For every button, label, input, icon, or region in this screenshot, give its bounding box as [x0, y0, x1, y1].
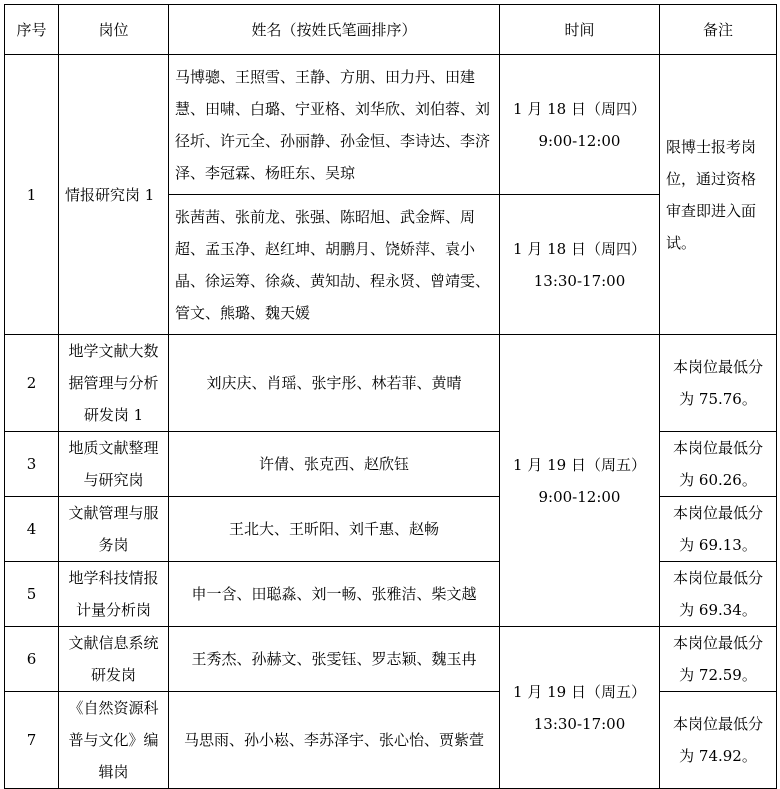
names-cell: 张茜茜、张前龙、张强、陈昭旭、武金辉、周超、孟玉净、赵红坤、胡鹏月、饶娇萍、袁小晶、徐运筹、徐焱、黄知劼、程永贤、曾靖雯、管文、熊璐、魏天媛: [169, 195, 500, 335]
time-hours: 9:00-12:00: [538, 131, 621, 150]
names-cell: 王秀杰、孙赫文、张雯钰、罗志颖、魏玉冉: [169, 627, 500, 692]
header-time: 时间: [500, 5, 660, 55]
row-number: 4: [5, 497, 59, 562]
time-hours: 13:30-17:00: [533, 271, 626, 290]
row-number: 1: [5, 55, 59, 335]
remark-cell: 本岗位最低分为 74.92。: [660, 692, 777, 789]
position-cell: 地质文献整理与研究岗: [59, 432, 169, 497]
remark-cell: 本岗位最低分为 69.13。: [660, 497, 777, 562]
remark-cell: 本岗位最低分为 69.34。: [660, 562, 777, 627]
time-date: 1 月 18 日（周四）: [513, 239, 646, 258]
remark-cell: 限博士报考岗位，通过资格审查即进入面试。: [660, 55, 777, 335]
row-number: 5: [5, 562, 59, 627]
time-date: 1 月 19 日（周五）: [513, 455, 646, 474]
time-date: 1 月 19 日（周五）: [513, 682, 646, 701]
time-cell: [500, 335, 660, 627]
row-number: 3: [5, 432, 59, 497]
remark-cell: 本岗位最低分为 75.76。: [660, 335, 777, 432]
time-hours: 9:00-12:00: [538, 487, 621, 506]
table-row: [5, 562, 777, 627]
row-number: 6: [5, 627, 59, 692]
time-cell: [500, 195, 660, 335]
names-cell: 马思雨、孙小崧、李苏泽宇、张心怡、贾紫萱: [169, 692, 500, 789]
header-names: 姓名（按姓氏笔画排序）: [169, 5, 500, 55]
header-remark: 备注: [660, 5, 777, 55]
position-cell: 文献信息系统研发岗: [59, 627, 169, 692]
row-number: 7: [5, 692, 59, 789]
time-hours: 13:30-17:00: [533, 714, 626, 733]
names-cell: 马博骢、王照雪、王静、方朋、田力丹、田建慧、田啸、白璐、宁亚格、刘华欣、刘伯蓉、刘径圻、许元全、孙丽静、孙金恒、李诗达、李济泽、李冠霖、杨旺东、吴琼: [169, 55, 500, 195]
interview-schedule-table: [4, 4, 777, 789]
position-cell: 地学科技情报计量分析岗: [59, 562, 169, 627]
time-cell: [500, 55, 660, 195]
header-no: 序号: [5, 5, 59, 55]
remark-cell: 本岗位最低分为 72.59。: [660, 627, 777, 692]
table-row: [5, 497, 777, 562]
position-cell: 文献管理与服务岗: [59, 497, 169, 562]
table-row: [5, 335, 777, 432]
time-date: 1 月 18 日（周四）: [513, 99, 646, 118]
position-cell: 地学文献大数据管理与分析研发岗 1: [59, 335, 169, 432]
names-cell: 刘庆庆、肖瑶、张宇彤、林若菲、黄晴: [169, 335, 500, 432]
remark-cell: 本岗位最低分为 60.26。: [660, 432, 777, 497]
time-cell: [500, 627, 660, 789]
table-row: [5, 627, 777, 692]
position-cell: 情报研究岗 1: [59, 55, 169, 335]
names-cell: 王北大、王昕阳、刘千惠、赵畅: [169, 497, 500, 562]
names-cell: 申一含、田聪淼、刘一畅、张雅洁、柴文越: [169, 562, 500, 627]
header-position: 岗位: [59, 5, 169, 55]
row-number: 2: [5, 335, 59, 432]
position-cell: 《自然资源科普与文化》编辑岗: [59, 692, 169, 789]
names-cell: 许倩、张克西、赵欣钰: [169, 432, 500, 497]
header-row: [5, 5, 777, 55]
table-row: [5, 692, 777, 789]
table-row: [5, 432, 777, 497]
table-row: [5, 55, 777, 195]
